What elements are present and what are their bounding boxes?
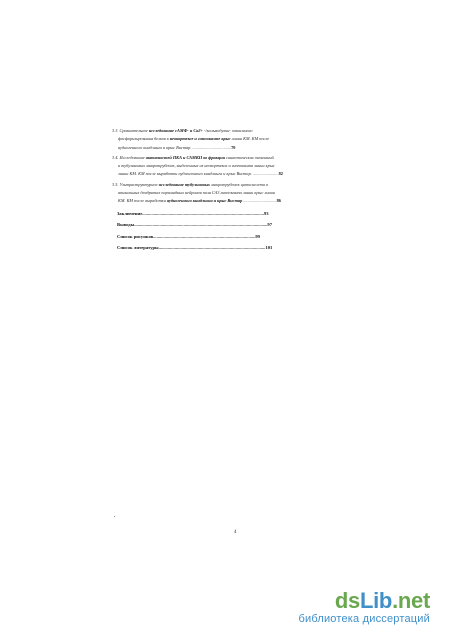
toc-leader: .......................................................................................................... <box>142 210 264 216</box>
toc-page-number: 93 <box>263 210 269 216</box>
toc-entry-text-bold: исследование тубулиновых <box>158 181 211 187</box>
toc-entry-3-4[interactable] <box>112 154 362 179</box>
toc-page-number: 97 <box>267 222 272 228</box>
toc-entry-line <box>112 170 362 178</box>
toc-entry-label: Выводы <box>117 222 135 228</box>
toc-leader: ............................... <box>242 198 277 204</box>
toc-entry-line <box>112 144 362 152</box>
toc-entry-figures[interactable] <box>112 231 362 243</box>
dslib-watermark[interactable] <box>298 590 430 625</box>
toc-entry-label: Заключение <box>117 210 143 216</box>
toc-page-number: 82 <box>278 171 283 177</box>
toc-entry-3-5[interactable] <box>112 181 362 206</box>
toc-entry-text-bold: активностей ПКА и САМКII во фракции <box>145 154 226 160</box>
toc-entry-text: микротрубочек цитоскелета в <box>210 181 268 187</box>
toc-entry-text-bold: неокортексе и гиппокампе крыс <box>169 136 231 142</box>
table-of-contents <box>112 127 362 254</box>
toc-entry-3-3[interactable] <box>112 127 362 152</box>
toc-entry-text: 3.5. Ультраструктурное <box>112 181 159 187</box>
toc-entry-text-bold: исследование cAMФ- и Ca2+ <box>148 128 203 133</box>
toc-entry-text: линии КМ. КМ после выработки аудиогенного киндлинга и крыс Вистар. <box>118 171 253 177</box>
toc-entry-conclusion[interactable] <box>112 208 362 220</box>
toc-entry-text: аудиогенного киндлинга и крыс Вистар. <box>118 144 193 150</box>
scan-speck <box>114 516 115 517</box>
toc-entry-line <box>112 135 362 143</box>
toc-entry-line <box>112 181 362 189</box>
toc-leader: ........................ <box>252 171 279 177</box>
toc-page-number: 101 <box>265 245 273 251</box>
toc-page-number: 86 <box>276 198 281 204</box>
toc-leader: .................................................................................................................... <box>134 222 268 228</box>
toc-entry-text: линии КМ. КМ после <box>230 136 270 142</box>
toc-entry-literature[interactable] <box>112 242 362 254</box>
logo-text-net: .net <box>392 588 430 613</box>
toc-entry-text: КМ. КМ после выработки <box>118 198 167 204</box>
toc-leader: ......................................................................................... <box>153 233 256 239</box>
toc-entry-label: Список рисунков <box>117 233 154 239</box>
toc-entry-text: 3.4. Исследование <box>112 154 146 160</box>
toc-entry-text-bold: аудиогенного киндлинга и крыс Вистар <box>166 198 243 204</box>
toc-page-number: 99 <box>255 233 260 239</box>
toc-leader: ............................................................................................. <box>158 245 266 251</box>
toc-entry-line: апикальных дендритах пирамидных нейронов поля СА3 гиппокампа линии крыс линии <box>118 190 275 196</box>
toc-entry-label: Список литературы <box>117 245 159 251</box>
logo-text-lib: Lib <box>359 588 393 613</box>
toc-entry-text: синаптических окончаний <box>225 154 274 160</box>
toc-entry-text: фосфорилирования белков в <box>118 136 170 142</box>
watermark-subtitle: библиотека диссертаций <box>298 613 430 625</box>
page-number: 4 <box>234 530 237 535</box>
toc-page-number: 70 <box>231 144 236 150</box>
toc-entry-findings[interactable] <box>112 219 362 231</box>
toc-entry-text: -/кальмодулин- зависимого <box>202 128 253 133</box>
logo-text-ds: ds <box>334 588 360 613</box>
toc-entry-line <box>112 127 362 135</box>
dslib-logo <box>298 590 430 612</box>
toc-entry-text: 3.3. Сравнительное <box>112 128 149 133</box>
toc-leader: .................................... <box>192 144 232 150</box>
toc-entry-line <box>112 197 362 205</box>
toc-entry-line <box>112 154 362 162</box>
toc-entry-line: и тубулиновых микротрубочек, выделенных из неокортекса и гиппокампа линии крыс <box>118 163 275 169</box>
